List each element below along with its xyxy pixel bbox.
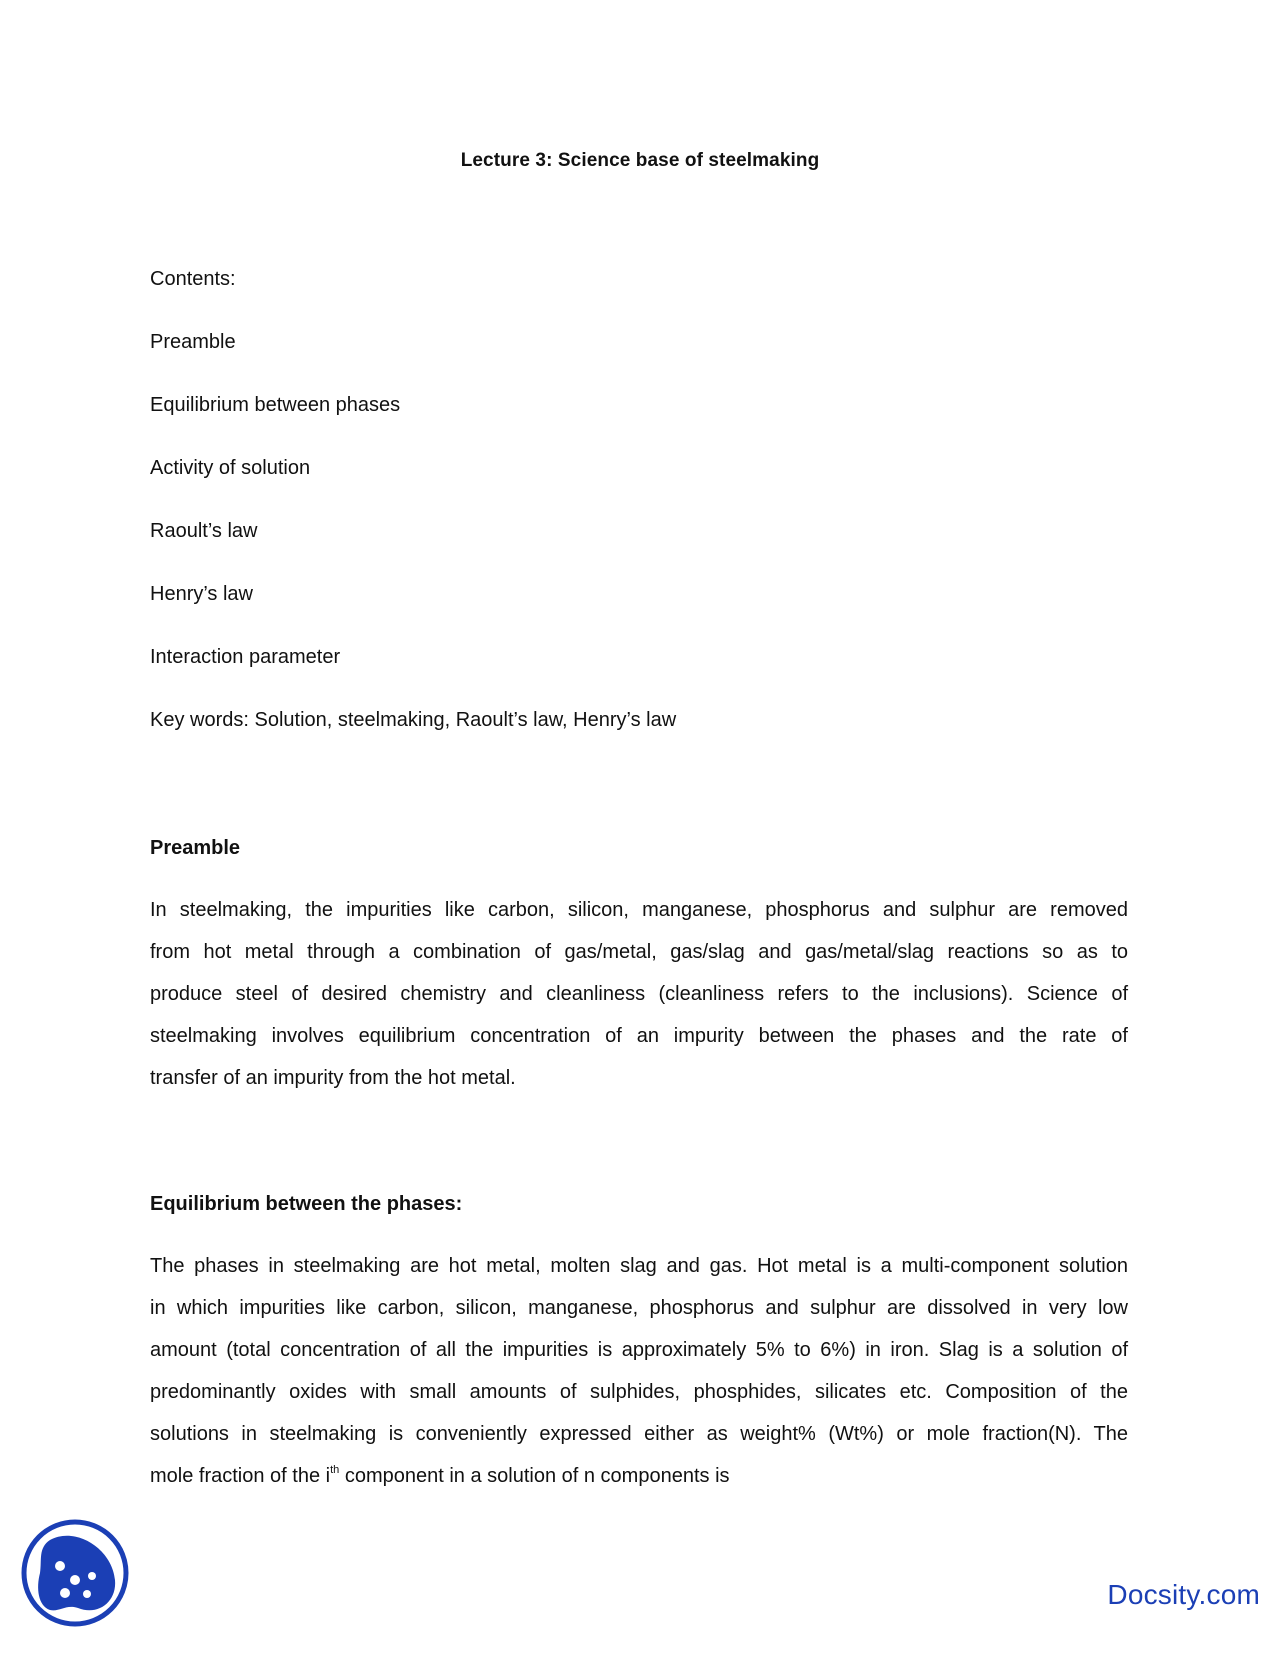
section-heading-preamble: Preamble [150,837,241,859]
contents-item: Preamble [150,331,236,353]
line-text: mole fraction of the i [150,1465,331,1487]
paragraph-line: solutions in steelmaking is conveniently expressed either as weight% (Wt%) or mole fraction(N). The [150,1423,1128,1445]
paragraph-line: steelmaking involves equilibrium concentration of an impurity between the phases and the rate of [150,1025,1128,1047]
paragraph-line: In steelmaking, the impurities like carbon, silicon, manganese, phosphorus and sulphur are removed [150,899,1128,921]
paragraph-line: amount (total concentration of all the impurities is approximately 5% to 6%) in iron. Slag is a solution of [150,1339,1128,1361]
paragraph-line: in which impurities like carbon, silicon, manganese, phosphorus and sulphur are dissolved in very low [150,1297,1128,1319]
contents-item: Activity of solution [150,457,311,479]
paragraph-line: produce steel of desired chemistry and cleanliness (cleanliness refers to the inclusions). Science of [150,983,1128,1005]
equilibrium-paragraph [150,1245,1128,1497]
paragraph-line: predominantly oxides with small amounts of sulphides, phosphides, silicates etc. Composition of the [150,1381,1128,1403]
paragraph-line: from hot metal through a combination of gas/metal, gas/slag and gas/metal/slag reactions so as to [150,941,1128,963]
contents-item: Raoult’s law [150,520,258,542]
paragraph-line: The phases in steelmaking are hot metal, molten slag and gas. Hot metal is a multi-component solution [150,1255,1128,1277]
document-title: Lecture 3: Science base of steelmaking [460,150,820,171]
docsity-brand-link[interactable]: Docsity.com [1107,1579,1260,1610]
contents-item: Henry’s law [150,583,253,605]
section-heading-equilibrium: Equilibrium between the phases: [150,1193,463,1215]
paragraph-line: transfer of an impurity from the hot metal. [150,1067,516,1089]
keywords-line: Key words: Solution, steelmaking, Raoult’s law, Henry’s law [150,709,677,731]
line-text: component in a solution of n components is [339,1465,730,1487]
paragraph-line [150,1455,1128,1497]
docsity-logo-icon[interactable] [20,1518,130,1628]
contents-list [150,266,1150,770]
contents-label: Contents: [150,268,236,290]
superscript-th: th [330,1464,340,1476]
preamble-paragraph [150,889,1128,1099]
contents-item: Equilibrium between phases [150,394,401,416]
contents-item: Interaction parameter [150,646,341,668]
